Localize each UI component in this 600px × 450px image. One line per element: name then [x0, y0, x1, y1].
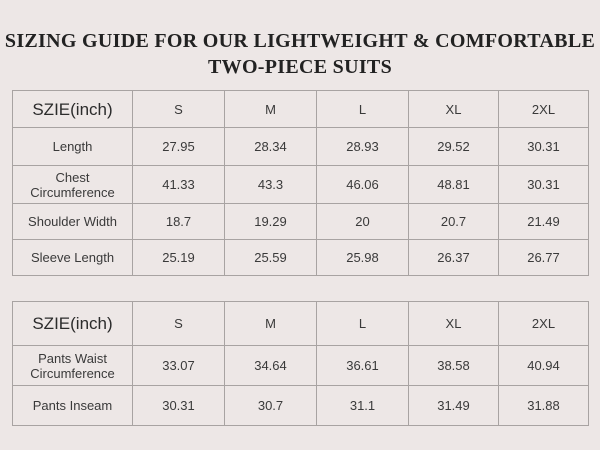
table-cell: 21.49	[499, 204, 589, 240]
table-cell: 31.49	[409, 386, 499, 426]
table-header-row	[13, 91, 589, 128]
bottom-size-table	[12, 301, 589, 426]
header-cell-size-xl: XL	[409, 91, 499, 128]
table-row-pants-inseam	[13, 386, 589, 426]
table-cell: 38.58	[409, 346, 499, 386]
top-size-table	[12, 90, 589, 276]
table-cell: 41.33	[133, 166, 225, 204]
table-cell: 27.95	[133, 128, 225, 166]
table-cell: 30.31	[499, 166, 589, 204]
table-cell: 31.1	[317, 386, 409, 426]
row-label: Chest Circumference	[13, 166, 133, 204]
table-cell: 25.19	[133, 240, 225, 276]
table-cell: 30.31	[499, 128, 589, 166]
table-cell: 33.07	[133, 346, 225, 386]
table-cell: 20.7	[409, 204, 499, 240]
table-cell: 18.7	[133, 204, 225, 240]
table-cell: 25.59	[225, 240, 317, 276]
table-row-length	[13, 128, 589, 166]
table-cell: 48.81	[409, 166, 499, 204]
table-row-sleeve	[13, 240, 589, 276]
table-cell: 40.94	[499, 346, 589, 386]
table-cell: 26.77	[499, 240, 589, 276]
table-cell: 30.31	[133, 386, 225, 426]
header-cell-unit: SZIE(inch)	[13, 91, 133, 128]
table-cell: 29.52	[409, 128, 499, 166]
table-cell: 20	[317, 204, 409, 240]
row-label: Pants Waist Circumference	[13, 346, 133, 386]
table-cell: 25.98	[317, 240, 409, 276]
header-cell-size-l: L	[317, 302, 409, 346]
row-label: Sleeve Length	[13, 240, 133, 276]
table-cell: 34.64	[225, 346, 317, 386]
table-cell: 31.88	[499, 386, 589, 426]
header-cell-size-xl: XL	[409, 302, 499, 346]
row-label: Pants Inseam	[13, 386, 133, 426]
table-row-pants-waist	[13, 346, 589, 386]
header-cell-size-s: S	[133, 91, 225, 128]
table-row-chest	[13, 166, 589, 204]
header-cell-size-m: M	[225, 91, 317, 128]
header-cell-size-s: S	[133, 302, 225, 346]
page-subtitle: TWO-PIECE SUITS	[208, 56, 392, 78]
table-cell: 26.37	[409, 240, 499, 276]
table-cell: 43.3	[225, 166, 317, 204]
header-cell-size-m: M	[225, 302, 317, 346]
header-cell-unit: SZIE(inch)	[13, 302, 133, 346]
row-label: Length	[13, 128, 133, 166]
table-cell: 28.93	[317, 128, 409, 166]
header-cell-size-l: L	[317, 91, 409, 128]
page-title: SIZING GUIDE FOR OUR LIGHTWEIGHT & COMFORTABLE	[4, 30, 596, 52]
header-cell-size-2xl: 2XL	[499, 91, 589, 128]
table-row-shoulder	[13, 204, 589, 240]
row-label: Shoulder Width	[13, 204, 133, 240]
table-header-row	[13, 302, 589, 346]
table-cell: 30.7	[225, 386, 317, 426]
header-cell-size-2xl: 2XL	[499, 302, 589, 346]
table-cell: 19.29	[225, 204, 317, 240]
table-cell: 36.61	[317, 346, 409, 386]
table-cell: 28.34	[225, 128, 317, 166]
table-cell: 46.06	[317, 166, 409, 204]
